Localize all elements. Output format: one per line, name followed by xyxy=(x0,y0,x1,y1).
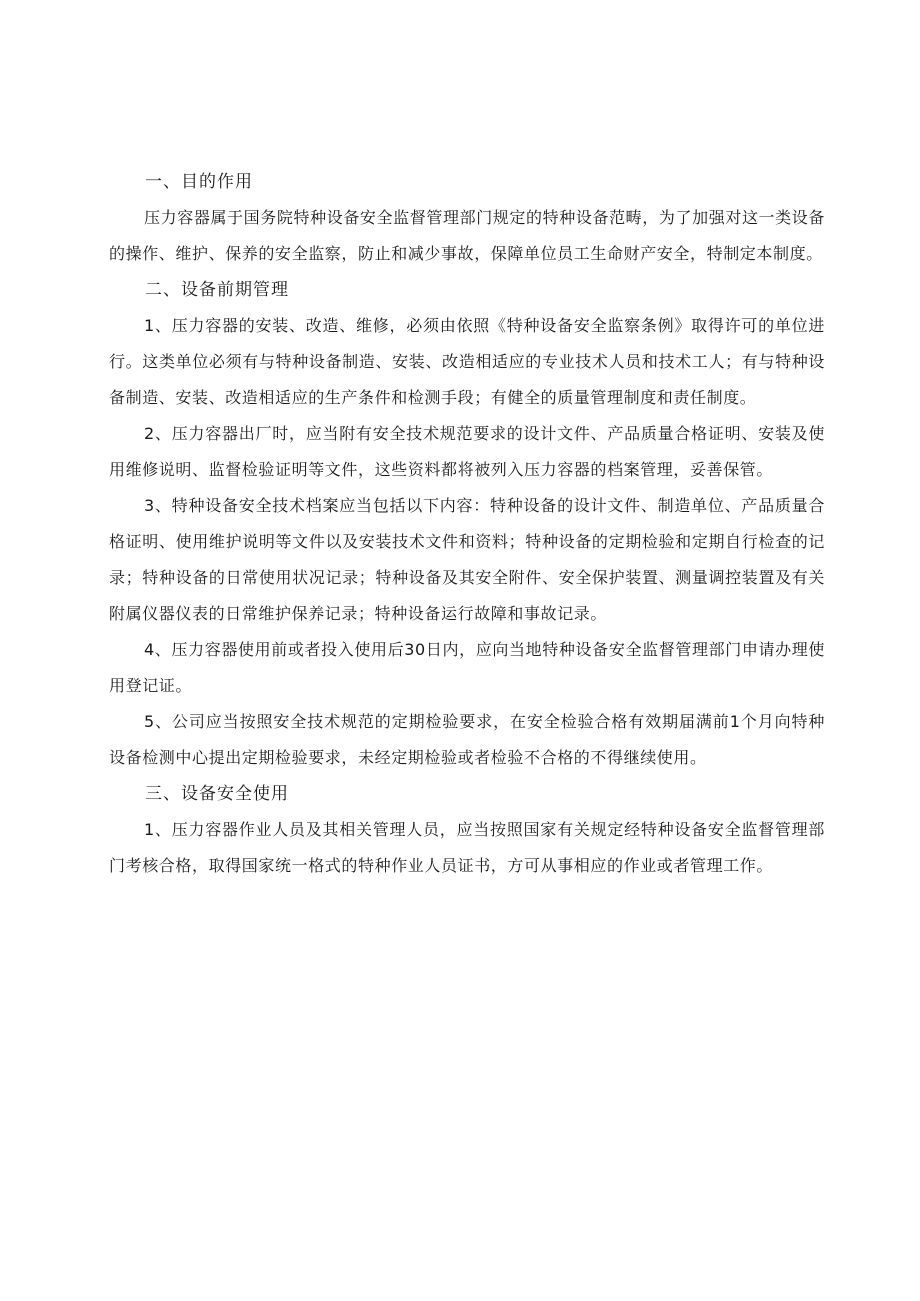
section-heading-purpose: 一、目的作用 xyxy=(145,172,253,192)
early-management-item-3: 3、特种设备安全技术档案应当包括以下内容：特种设备的设计文件、制造单位、产品质量合格证明、使用维护说明等文件以及安装技术文件和资料；特种设备的定期检验和定期自行检查的记录；特种设备的日常使用状况记录；特种设备及其安全附件、安全保护装置、测量调控装置及有关附属仪器仪表的日常维护保养记录；特种设备运行故障和事故记录。 xyxy=(109,496,825,623)
section-heading-early-management: 二、设备前期管理 xyxy=(145,280,289,300)
early-management-item-5: 5、公司应当按照安全技术规范的定期检验要求，在安全检验合格有效期届满前1个月向特种设备检测中心提出定期检验要求，未经定期检验或者检验不合格的不得继续使用。 xyxy=(109,712,825,767)
early-management-item-4: 4、压力容器使用前或者投入使用后30日内，应向当地特种设备安全监督管理部门申请办理使用登记证。 xyxy=(109,640,825,695)
safe-use-item-1: 1、压力容器作业人员及其相关管理人员，应当按照国家有关规定经特种设备安全监督管理部门考核合格，取得国家统一格式的特种作业人员证书，方可从事相应的作业或者管理工作。 xyxy=(109,820,825,875)
early-management-item-1: 1、压力容器的安装、改造、维修，必须由依照《特种设备安全监察条例》取得许可的单位进行。这类单位必须有与特种设备制造、安装、改造相适应的专业技术人员和技术工人；有与特种设备制造、安装、改造相适应的生产条件和检测手段；有健全的质量管理制度和责任制度。 xyxy=(109,316,825,407)
purpose-paragraph: 压力容器属于国务院特种设备安全监督管理部门规定的特种设备范畴，为了加强对这一类设备的操作、维护、保养的安全监察，防止和减少事故，保障单位员工生命财产安全，特制定本制度。 xyxy=(109,208,825,263)
document-body xyxy=(109,164,825,884)
section-heading-safe-use: 三、设备安全使用 xyxy=(145,784,289,804)
early-management-item-2: 2、压力容器出厂时，应当附有安全技术规范要求的设计文件、产品质量合格证明、安装及使用维修说明、监督检验证明等文件，这些资料都将被列入压力容器的档案管理，妥善保管。 xyxy=(109,424,825,479)
